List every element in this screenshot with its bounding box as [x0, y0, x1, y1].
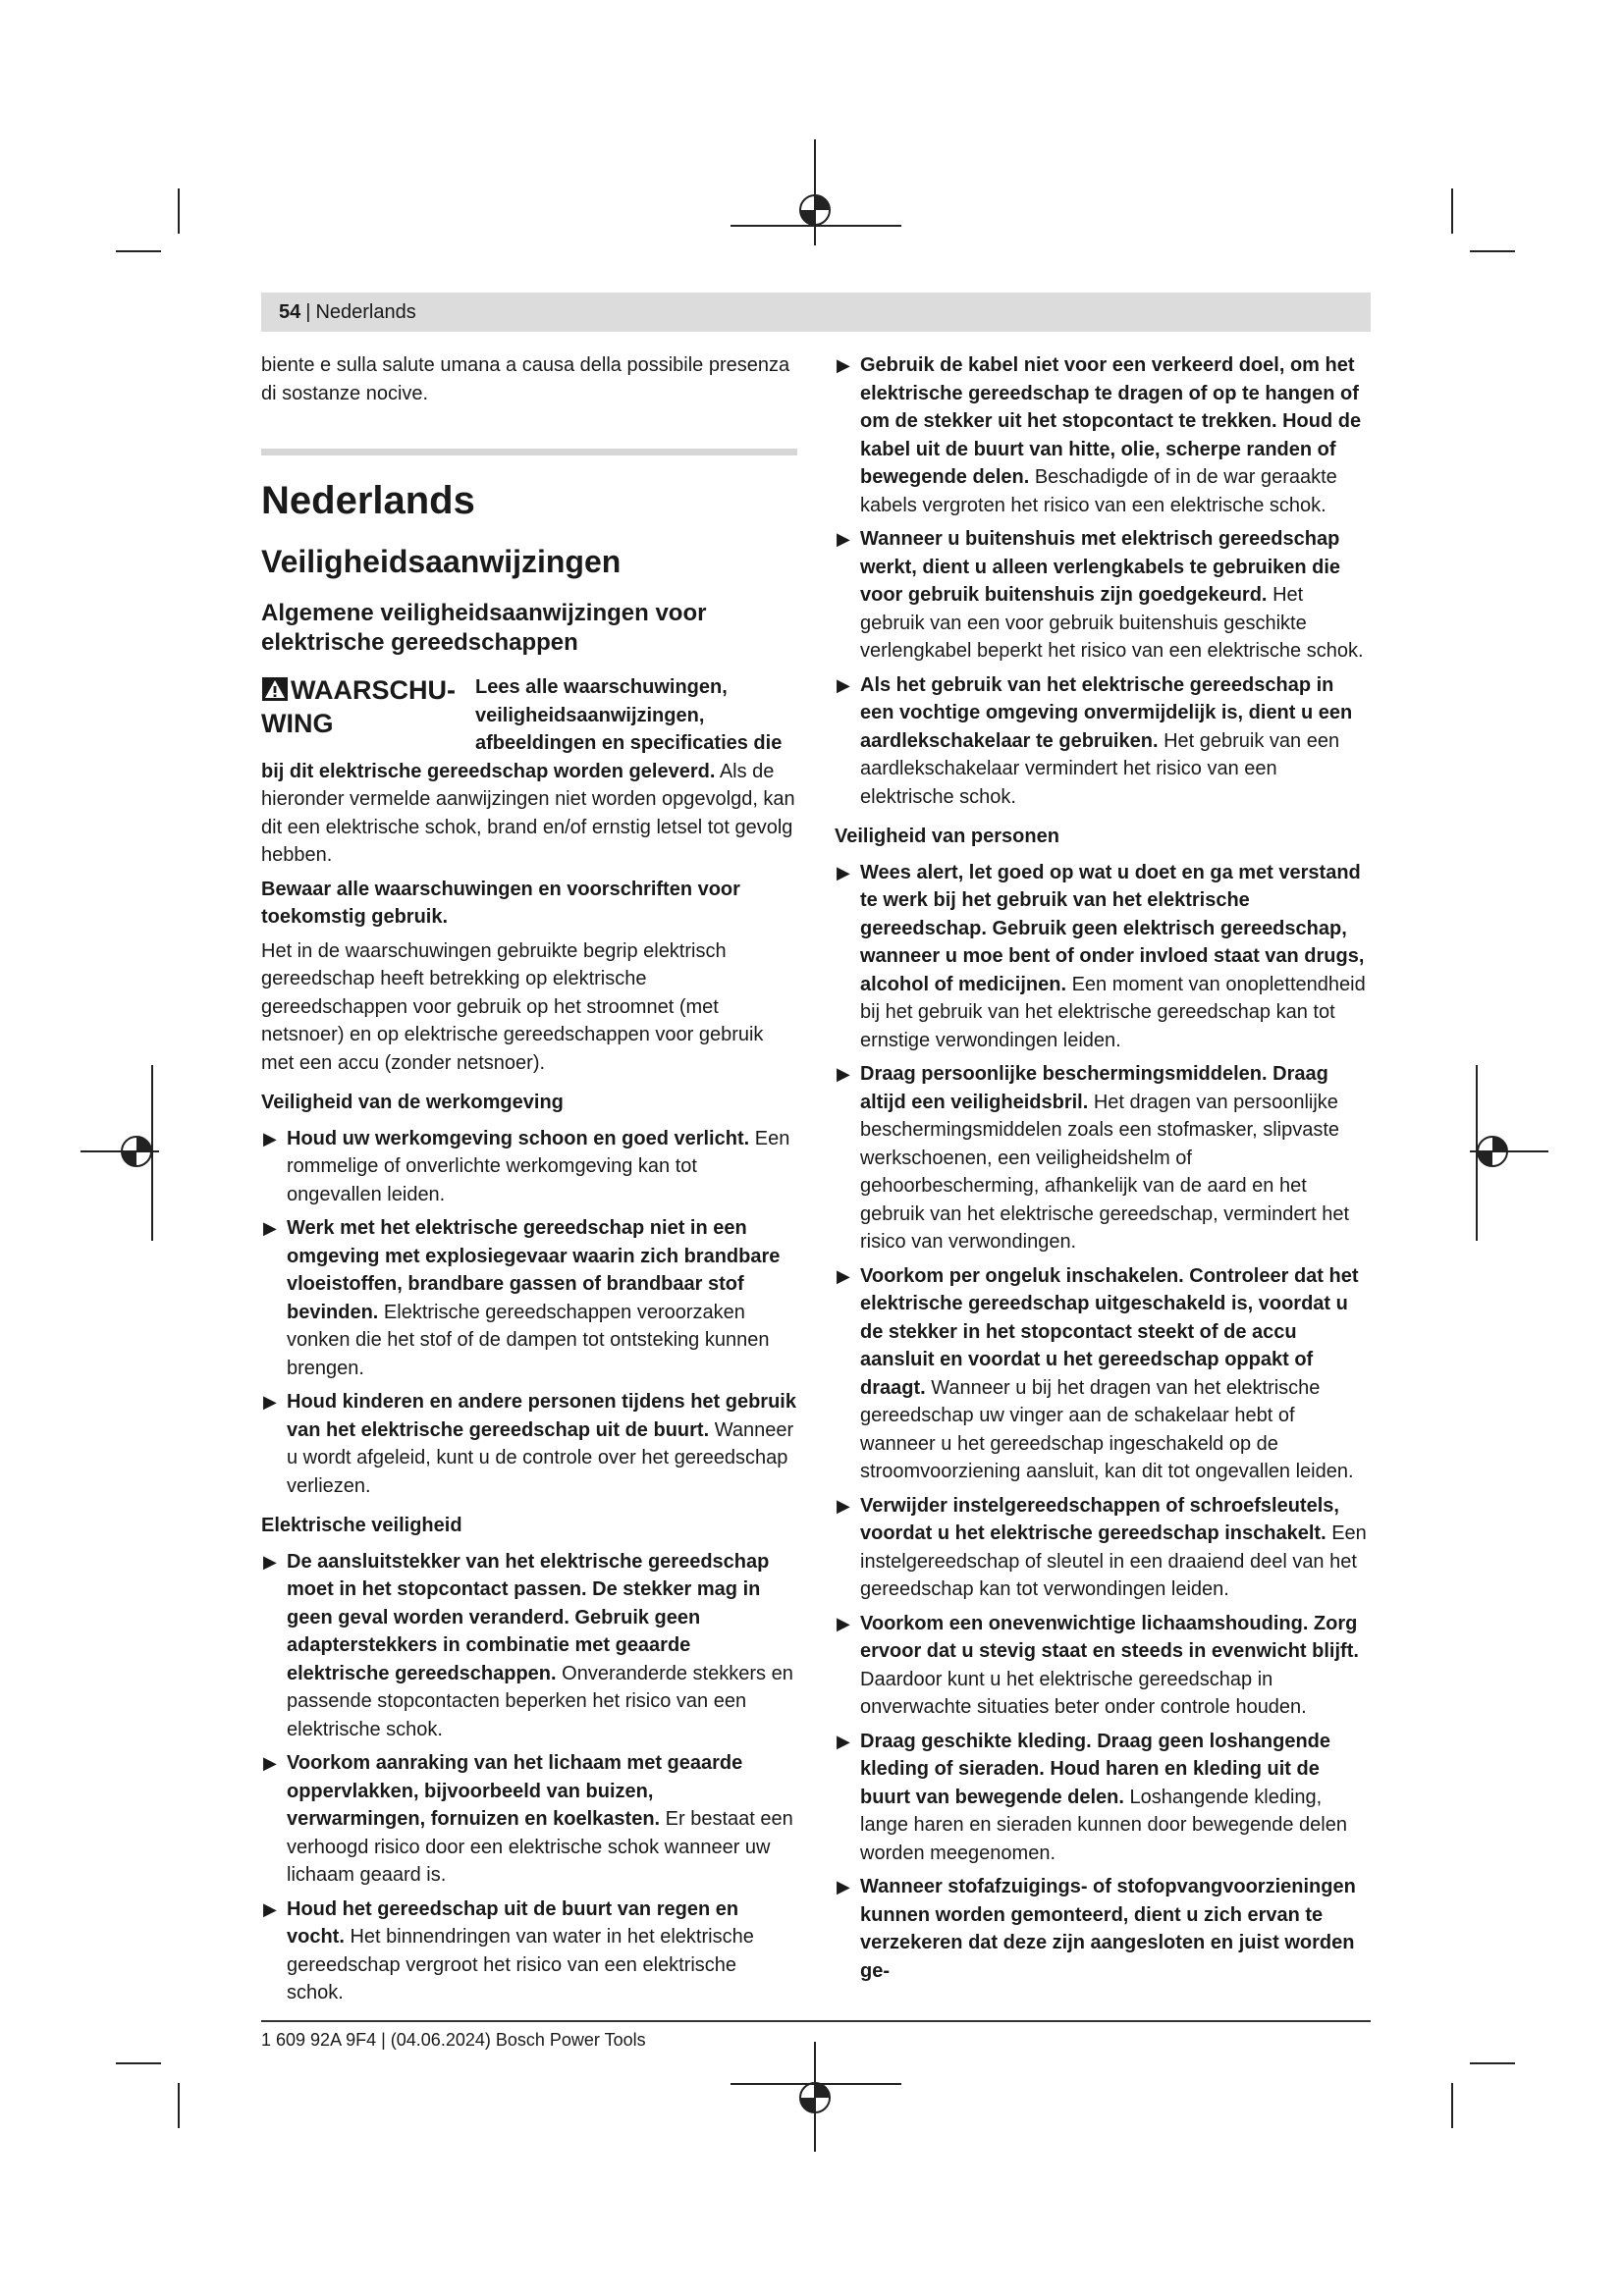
bullet-arrow-icon: ▶: [263, 1753, 277, 1773]
bullet-arrow-icon: ▶: [837, 355, 850, 375]
intro-text: biente e sulla salute umana a causa della possibile presenza di sostanze nocive.: [261, 354, 790, 404]
bullet-arrow-icon: ▶: [837, 1495, 850, 1516]
list-item: ▶ Werk met het elektrische gereedschap niet in een omgeving met explosiegevaar waarin zich brandbare vloeistoffen, brandbare gassen of brandbaar stof bevinden. Elektrische gereedschappen veroorzaken vonken die het stof of de dampen tot ontsteking kunnen brengen.: [261, 1214, 797, 1382]
term-definition: Het in de waarschuwingen gebruikte begrip elektrisch gereedschap heeft betrekking op elektrische gereedschappen voor gebruik op het stroomnet (met netsnoer) en op elektrische gereedschappen voor gebruik met een accu (zonder netsnoer).: [261, 939, 764, 1074]
language-title: Nederlands: [261, 479, 475, 522]
keep-instructions: Bewaar alle waarschuwingen en voorschriften voor toekomstig gebruik.: [261, 878, 740, 928]
bullet-arrow-icon: ▶: [837, 1613, 850, 1633]
list-item: ▶ Voorkom per ongeluk inschakelen. Controleer dat het elektrische gereedschap uitgeschakeld is, voordat u de stekker in het stopcontact steekt of de accu aansluit en voordat u het gereedschap oppakt of draagt. Wanneer u bij het dragen van het elektrische gereedschap uw vinger aan de schakelaar hebt of wanneer u het gereedschap ingeschakeld op de stroomvoorziening aansluit, kan dit tot ongevallen leiden.: [835, 1262, 1371, 1486]
list-item: ▶ Gebruik de kabel niet voor een verkeerd doel, om het elektrische gereedschap te dragen of op te hangen of om de stekker uit het stopcontact te trekken. Houd de kabel uit de buurt van hitte, olie, scherpe randen of bewegende delen. Beschadigde of in de war geraakte kabels vergroten het risico van een elektrische schok.: [835, 351, 1371, 519]
warning-triangle-icon: [261, 676, 289, 702]
bullet-arrow-icon: ▶: [263, 1551, 277, 1572]
list-item: ▶ Draag persoonlijke beschermingsmiddelen. Draag altijd een veiligheidsbril. Het dragen van persoonlijke beschermingsmiddelen zoals een stofmasker, slipvaste werkschoenen, een veiligheidshelm of gehoorbescherming, afhankelijk van de aard en het gebruik van het elektrische gereedschap, vermindert het risico van verwondingen.: [835, 1060, 1371, 1256]
page-footer: 1 609 92A 9F4 | (04.06.2024) Bosch Power Tools: [261, 2030, 646, 2050]
warning-label: WAARSCHU-WING: [261, 675, 456, 738]
warning-bold-text: Lees alle waarschuwingen, veiligheidsaanwijzingen, afbeeldingen en specificaties die bij dit elektrische gereedschap worden geleverd.: [261, 676, 783, 782]
warning-label-box: [261, 673, 463, 740]
bullet-arrow-icon: ▶: [837, 1265, 850, 1286]
bullet-arrow-icon: ▶: [837, 862, 850, 882]
section-personal-safety: Veiligheid van personen: [835, 826, 1059, 847]
bullet-arrow-icon: ▶: [263, 1392, 277, 1412]
bullet-arrow-icon: ▶: [837, 1731, 850, 1751]
list-item: ▶ Houd kinderen en andere personen tijdens het gebruik van het elektrische gereedschap uit de buurt. Wanneer u wordt afgeleid, kunt u de controle over het gereedschap verliezen.: [261, 1388, 797, 1500]
bullet-arrow-icon: ▶: [837, 674, 850, 695]
list-item: ▶ Wees alert, let goed op wat u doet en ga met verstand te werk bij het gebruik van het elektrische gereedschap. Gebruik geen elektrisch gereedschap, wanneer u moe bent of onder invloed staat van drugs, alcohol of medicijnen. Een moment van onoplettendheid bij het gebruik van het elektrische gereedschap kan tot ernstige verwondingen leiden.: [835, 859, 1371, 1055]
list-item: ▶ Draag geschikte kleding. Draag geen loshangende kleding of sieraden. Houd haren en kleding uit de buurt van bewegende delen. Loshangende kleding, lange haren en sieraden kunnen door bewegende delen worden meegenomen.: [835, 1728, 1371, 1868]
page-number: 54: [279, 300, 301, 323]
bullet-arrow-icon: ▶: [263, 1128, 277, 1148]
safety-heading: Veiligheidsaanwijzingen: [261, 544, 622, 579]
list-item: ▶ Verwijder instelgereedschappen of schroefsleutels, voordat u het elektrische gereedschap inschakelt. Een instelgereedschap of sleutel in een draaiend deel van het gereedschap kan tot verwondingen leiden.: [835, 1492, 1371, 1604]
bullet-arrow-icon: ▶: [837, 1877, 850, 1896]
warning-block: [261, 673, 797, 870]
bullet-arrow-icon: ▶: [263, 1218, 277, 1238]
bullet-arrow-icon: ▶: [837, 529, 850, 549]
section-divider: [261, 449, 797, 455]
section-work-area: Veiligheid van de werkomgeving: [261, 1092, 564, 1113]
bullet-arrow-icon: ▶: [263, 1898, 277, 1919]
list-item: ▶ Wanneer u buitenshuis met elektrisch gereedschap werkt, dient u alleen verlengkabels te gebruiken die voor gebruik buitenshuis zijn goedgekeurd. Het gebruik van een voor gebruik buitenshuis geschikte verlengkabel beperkt het risico van een elektrische schok.: [835, 525, 1371, 666]
header-section: Nederlands: [315, 300, 416, 323]
section-electrical: Elektrische veiligheid: [261, 1515, 462, 1536]
header-separator: |: [305, 300, 311, 323]
footer-rule: [261, 2020, 1371, 2022]
list-item: ▶ Voorkom aanraking van het lichaam met geaarde oppervlakken, bijvoorbeeld van buizen, verwarmingen, fornuizen en koelkasten. Er bestaat een verhoogd risico door een elektrische schok wanneer uw lichaam geaard is.: [261, 1749, 797, 1890]
bullet-arrow-icon: ▶: [837, 1064, 850, 1084]
general-safety-heading: Algemene veiligheidsaanwijzingen voor elektrische gereedschappen: [261, 600, 707, 656]
list-item: ▶ Houd uw werkomgeving schoon en goed verlicht. Een rommelige of onverlichte werkomgeving kan tot ongevallen leiden.: [261, 1125, 797, 1209]
list-item: ▶ Als het gebruik van het elektrische gereedschap in een vochtige omgeving onvermijdelijk is, dient u een aardlekschakelaar te gebruiken. Het gebruik van een aardlekschakelaar vermindert het risico van een elektrische schok.: [835, 671, 1371, 812]
right-column: [835, 351, 1371, 1991]
list-item: ▶ Voorkom een onevenwichtige lichaamshouding. Zorg ervoor dat u stevig staat en steeds in evenwicht blijft. Daardoor kunt u het elektrische gereedschap in onverwachte situaties beter onder controle houden.: [835, 1610, 1371, 1722]
left-column: [261, 351, 797, 2013]
page-header: [261, 293, 1371, 332]
list-item: ▶ Wanneer stofafzuigings- of stofopvangvoorzieningen kunnen worden gemonteerd, dient u zich ervan te verzekeren dat deze zijn aangesloten en juist worden ge-: [835, 1873, 1371, 1985]
list-item: ▶ Houd het gereedschap uit de buurt van regen en vocht. Het binnendringen van water in het elektrische gereedschap vergroot het risico van een elektrische schok.: [261, 1896, 797, 2007]
warning-normal-text: Als de hieronder vermelde aanwijzingen niet worden opgevolgd, kan dit een elektrische schok, brand en/of ernstig letsel tot gevolg hebben.: [261, 760, 795, 866]
list-item: ▶ De aansluitstekker van het elektrische gereedschap moet in het stopcontact passen. De stekker mag in geen geval worden veranderd. Gebruik geen adapterstekkers in combinatie met geaarde elektrische gereedschappen. Onveranderde stekkers en passende stopcontacten beperken het risico van een elektrische schok.: [261, 1548, 797, 1744]
